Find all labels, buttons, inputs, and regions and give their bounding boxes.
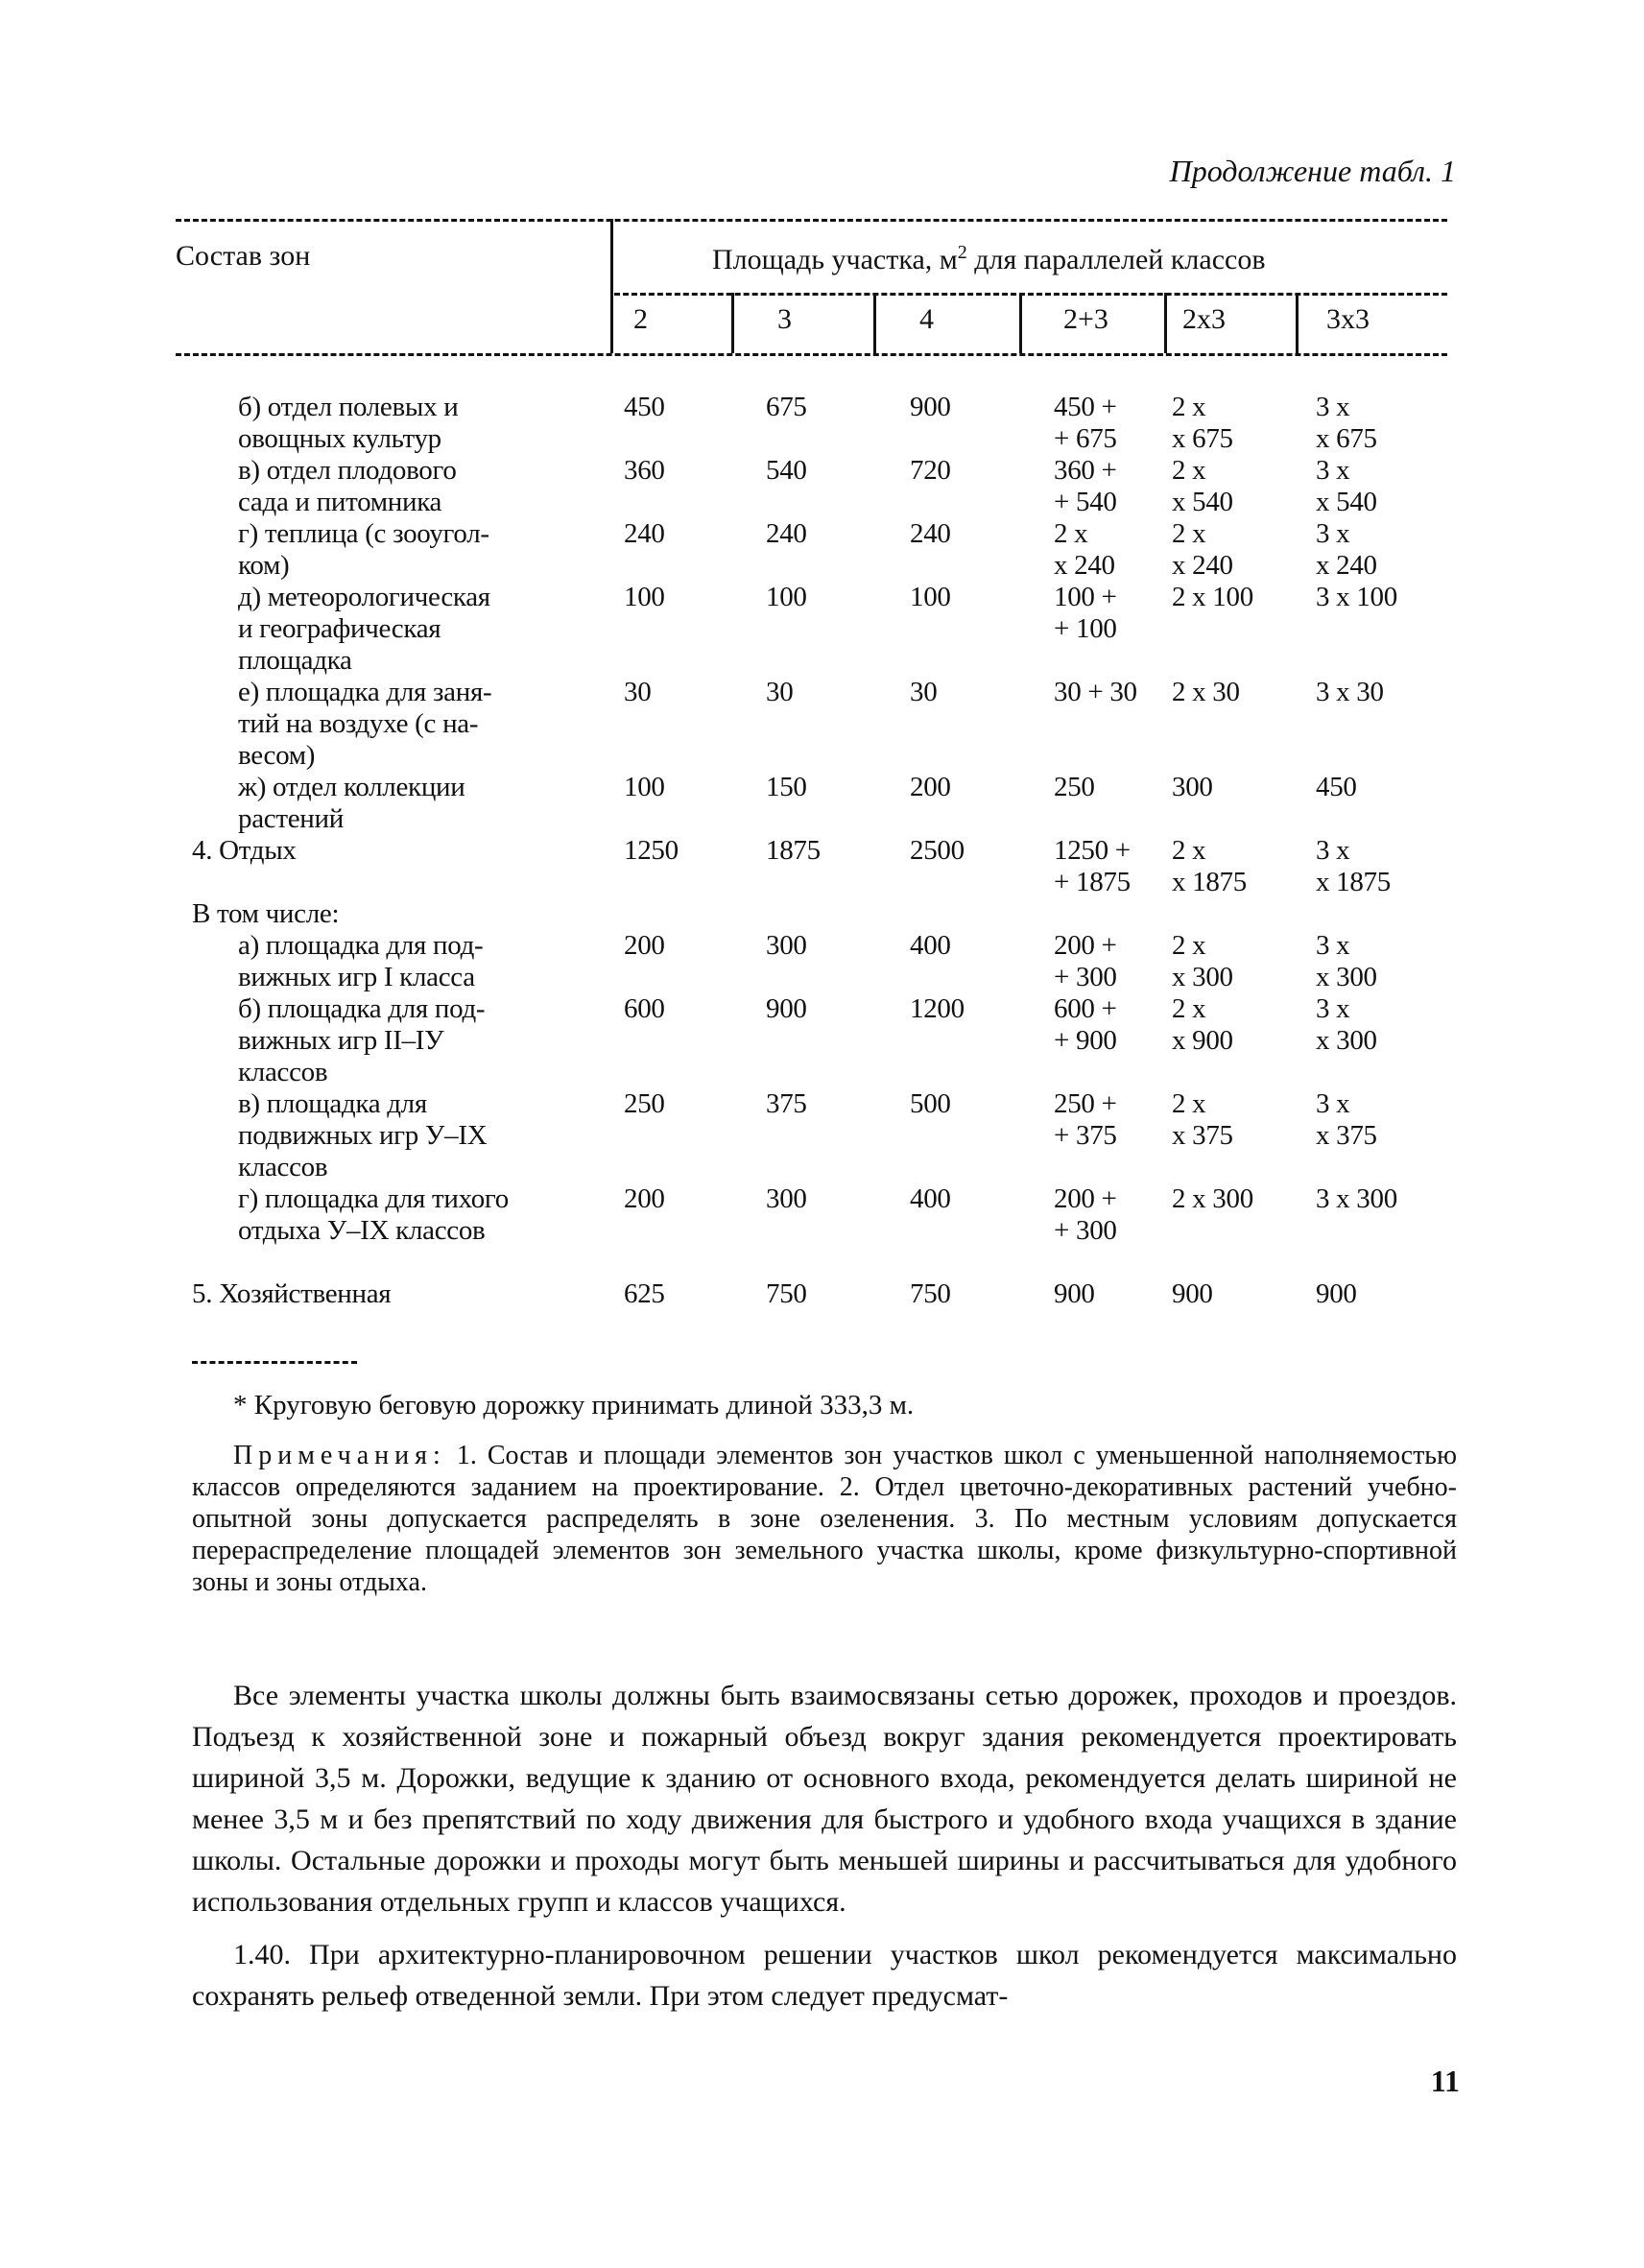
row-label: 4. Отдых	[192, 835, 297, 866]
col-header-4: 4	[919, 303, 934, 335]
row-label: г) площадка для тихого отдыха У–IX классов	[238, 1183, 509, 1246]
col-header-2plus3: 2+3	[1063, 303, 1108, 335]
cell-3x3: 3 x x 540	[1316, 455, 1377, 517]
col-header-2: 2	[633, 303, 648, 335]
header-area-text: Площадь участка, м	[712, 244, 958, 275]
table-row	[192, 677, 1468, 772]
paragraph-1-40: 1.40. При архитектурно-планировочном решении участков школ рекомендуется максимально сохранять рельеф отведенной земли. При этом следует предусмат-	[192, 1939, 1457, 2012]
row-gap	[192, 1247, 1468, 1278]
cell-2x3: 2 x x 240	[1172, 518, 1233, 581]
cell-2: 100	[624, 582, 665, 612]
table-body	[192, 392, 1468, 1310]
table-row	[192, 993, 1468, 1088]
cell-2x3: 900	[1172, 1278, 1213, 1309]
cell-2: 625	[624, 1278, 665, 1309]
cell-3: 240	[766, 518, 807, 549]
row-label: 5. Хозяйственная	[192, 1278, 392, 1309]
row-label: ж) отдел коллекции растений	[238, 772, 465, 834]
table-row	[192, 582, 1468, 677]
row-label: в) площадка для подвижных игр У–IX классов	[238, 1088, 488, 1182]
body-text	[192, 1675, 1457, 2028]
cell-2x3: 2 x x 375	[1172, 1088, 1233, 1151]
cell-2: 450	[624, 392, 665, 422]
cell-3x3: 3 x 100	[1316, 582, 1397, 612]
cell-3x3: 450	[1316, 772, 1357, 802]
notes-label: Примечания:	[233, 1441, 446, 1470]
table-row	[192, 772, 1468, 835]
footnote-rule	[192, 1361, 357, 1364]
cell-4: 750	[910, 1278, 951, 1309]
row-label: В том числе:	[192, 898, 340, 929]
table-row	[192, 1088, 1468, 1183]
cell-3	[766, 898, 910, 930]
table-row	[192, 455, 1468, 518]
cell-2x3: 2 x x 900	[1172, 993, 1233, 1056]
cell-2plus3: 30 + 30	[1054, 677, 1137, 707]
cell-3: 540	[766, 455, 807, 486]
col-header-2x3: 2x3	[1182, 303, 1226, 335]
cell-2x3: 300	[1172, 772, 1213, 802]
cell-3x3	[1316, 898, 1460, 930]
column-divider	[1164, 293, 1167, 353]
cell-2: 600	[624, 993, 665, 1024]
cell-2plus3: 900	[1054, 1278, 1095, 1309]
table-header-bottom-rule	[176, 353, 1447, 356]
cell-2plus3: 250 + + 375	[1054, 1088, 1117, 1151]
cell-4: 2500	[910, 835, 965, 866]
cell-3: 750	[766, 1278, 807, 1309]
cell-2x3: 2 x x 540	[1172, 455, 1233, 517]
cell-4	[910, 898, 1054, 930]
cell-3: 1875	[766, 835, 821, 866]
cell-2: 100	[624, 772, 665, 802]
cell-3: 100	[766, 582, 807, 612]
col-header-3x3: 3x3	[1326, 303, 1370, 335]
cell-4: 30	[910, 677, 938, 707]
cell-4: 720	[910, 455, 951, 486]
cell-4: 240	[910, 518, 951, 549]
cell-2plus3: 200 + + 300	[1054, 930, 1117, 992]
column-divider	[1019, 293, 1022, 353]
row-label: д) метеорологическая и географическая площадка	[238, 582, 490, 676]
column-divider	[1296, 293, 1299, 353]
cell-3x3: 900	[1316, 1278, 1357, 1309]
cell-2plus3: 360 + + 540	[1054, 455, 1117, 517]
cell-3: 30	[766, 677, 794, 707]
cell-2x3: 2 x 30	[1172, 677, 1240, 707]
column-divider	[873, 293, 876, 353]
cell-2plus3: 450 + + 675	[1054, 392, 1117, 454]
cell-3: 150	[766, 772, 807, 802]
cell-3x3: 3 x 30	[1316, 677, 1384, 707]
cell-2plus3: 200 + + 300	[1054, 1183, 1117, 1246]
cell-4: 200	[910, 772, 951, 802]
cell-2	[624, 898, 766, 930]
notes	[192, 1440, 1457, 1598]
cell-3: 300	[766, 1183, 807, 1214]
table-row	[192, 930, 1468, 993]
cell-3x3: 3 x x 1875	[1316, 835, 1391, 897]
table-mid-rule	[614, 293, 1447, 296]
cell-4: 1200	[910, 993, 965, 1024]
cell-4: 900	[910, 392, 951, 422]
cell-2x3	[1172, 898, 1316, 930]
cell-2x3: 2 x 300	[1172, 1183, 1253, 1214]
cell-3: 375	[766, 1088, 807, 1119]
footnote: * Круговую беговую дорожку принимать длиной 333,3 м.	[233, 1390, 915, 1420]
cell-2plus3: 100 + + 100	[1054, 582, 1117, 644]
cell-4: 400	[910, 930, 951, 961]
table-top-rule	[176, 219, 1447, 222]
cell-2plus3: 250	[1054, 772, 1095, 802]
cell-2plus3: 2 x x 240	[1054, 518, 1115, 581]
table-row	[192, 1183, 1468, 1247]
cell-3: 300	[766, 930, 807, 961]
header-area-sup: 2	[957, 242, 967, 263]
cell-2x3: 2 x x 1875	[1172, 835, 1247, 897]
cell-3: 675	[766, 392, 807, 422]
row-label: г) теплица (с зооугол- ком)	[238, 518, 489, 581]
row-label: б) площадка для под- вижных игр II–IУ классов	[238, 993, 486, 1087]
cell-2plus3: 1250 + + 1875	[1054, 835, 1131, 897]
header-area-suffix: для параллелей классов	[966, 244, 1266, 275]
cell-2x3: 2 x x 300	[1172, 930, 1233, 992]
cell-2: 250	[624, 1088, 665, 1119]
cell-2: 200	[624, 1183, 665, 1214]
row-label: е) площадка для заня- тий на воздухе (с на- весом)	[238, 677, 492, 771]
row-label: а) площадка для под- вижных игр I класса	[238, 930, 484, 992]
cell-2: 200	[624, 930, 665, 961]
cell-3x3: 3 x x 300	[1316, 993, 1377, 1056]
table-row	[192, 898, 1468, 930]
notes-text: 1. Состав и площади элементов зон участков школ с уменьшенной наполняемостью классов определяются заданием на проектирование. 2. Отдел цветочно-декоративных растений учебно-опытной зоны допускается распределять в зоне озеленения. 3. По местным условиям допускается перераспределение площадей элементов зон земельного участка школы, кроме физкультурно-спортивной зоны и зоны отдыха.	[192, 1441, 1457, 1597]
cell-3x3: 3 x x 675	[1316, 392, 1377, 454]
table-row	[192, 835, 1468, 898]
cell-3x3: 3 x x 240	[1316, 518, 1377, 581]
cell-2x3: 2 x x 675	[1172, 392, 1233, 454]
col-header-3: 3	[777, 303, 792, 335]
row-label: в) отдел плодового сада и питомника	[238, 455, 457, 517]
cell-2: 30	[624, 677, 652, 707]
cell-3x3: 3 x 300	[1316, 1183, 1397, 1214]
cell-3: 900	[766, 993, 807, 1024]
cell-3x3: 3 x x 375	[1316, 1088, 1377, 1151]
cell-4: 400	[910, 1183, 951, 1214]
cell-2x3: 2 x 100	[1172, 582, 1253, 612]
cell-3x3: 3 x x 300	[1316, 930, 1377, 992]
cell-2: 1250	[624, 835, 679, 866]
column-divider	[610, 219, 613, 353]
table-row	[192, 518, 1468, 582]
row-label: б) отдел полевых и овощных культур	[238, 392, 459, 454]
paragraph: Все элементы участка школы должны быть взаимосвязаны сетью дорожек, проходов и проездов. Подъезд к хозяйственной зоне и пожарный объезд вокруг здания рекомендуется проектировать шириной 3,5 м. Дорожки, ведущие к зданию от основного входа, рекомендуется делать шириной не менее 3,5 м и без препятствий по ходу движения для быстрого и удобного входа учащихся в здание школы. Остальные дорожки и проходы могут быть меньшей ширины и рассчитываться для удобного использования отдельных групп и классов учащихся.	[192, 1680, 1457, 1918]
table-row	[192, 392, 1468, 455]
page-number: 11	[1430, 2064, 1460, 2098]
continuation-label: Продолжение табл. 1	[1169, 154, 1456, 188]
header-area	[712, 242, 1266, 276]
cell-2plus3: 600 + + 900	[1054, 993, 1117, 1056]
table-row	[192, 1278, 1468, 1310]
cell-2plus3	[1054, 898, 1172, 930]
column-divider	[731, 293, 734, 353]
cell-4: 100	[910, 582, 951, 612]
header-zone-composition: Состав зон	[176, 240, 311, 272]
cell-2: 240	[624, 518, 665, 549]
cell-2: 360	[624, 455, 665, 486]
cell-4: 500	[910, 1088, 951, 1119]
